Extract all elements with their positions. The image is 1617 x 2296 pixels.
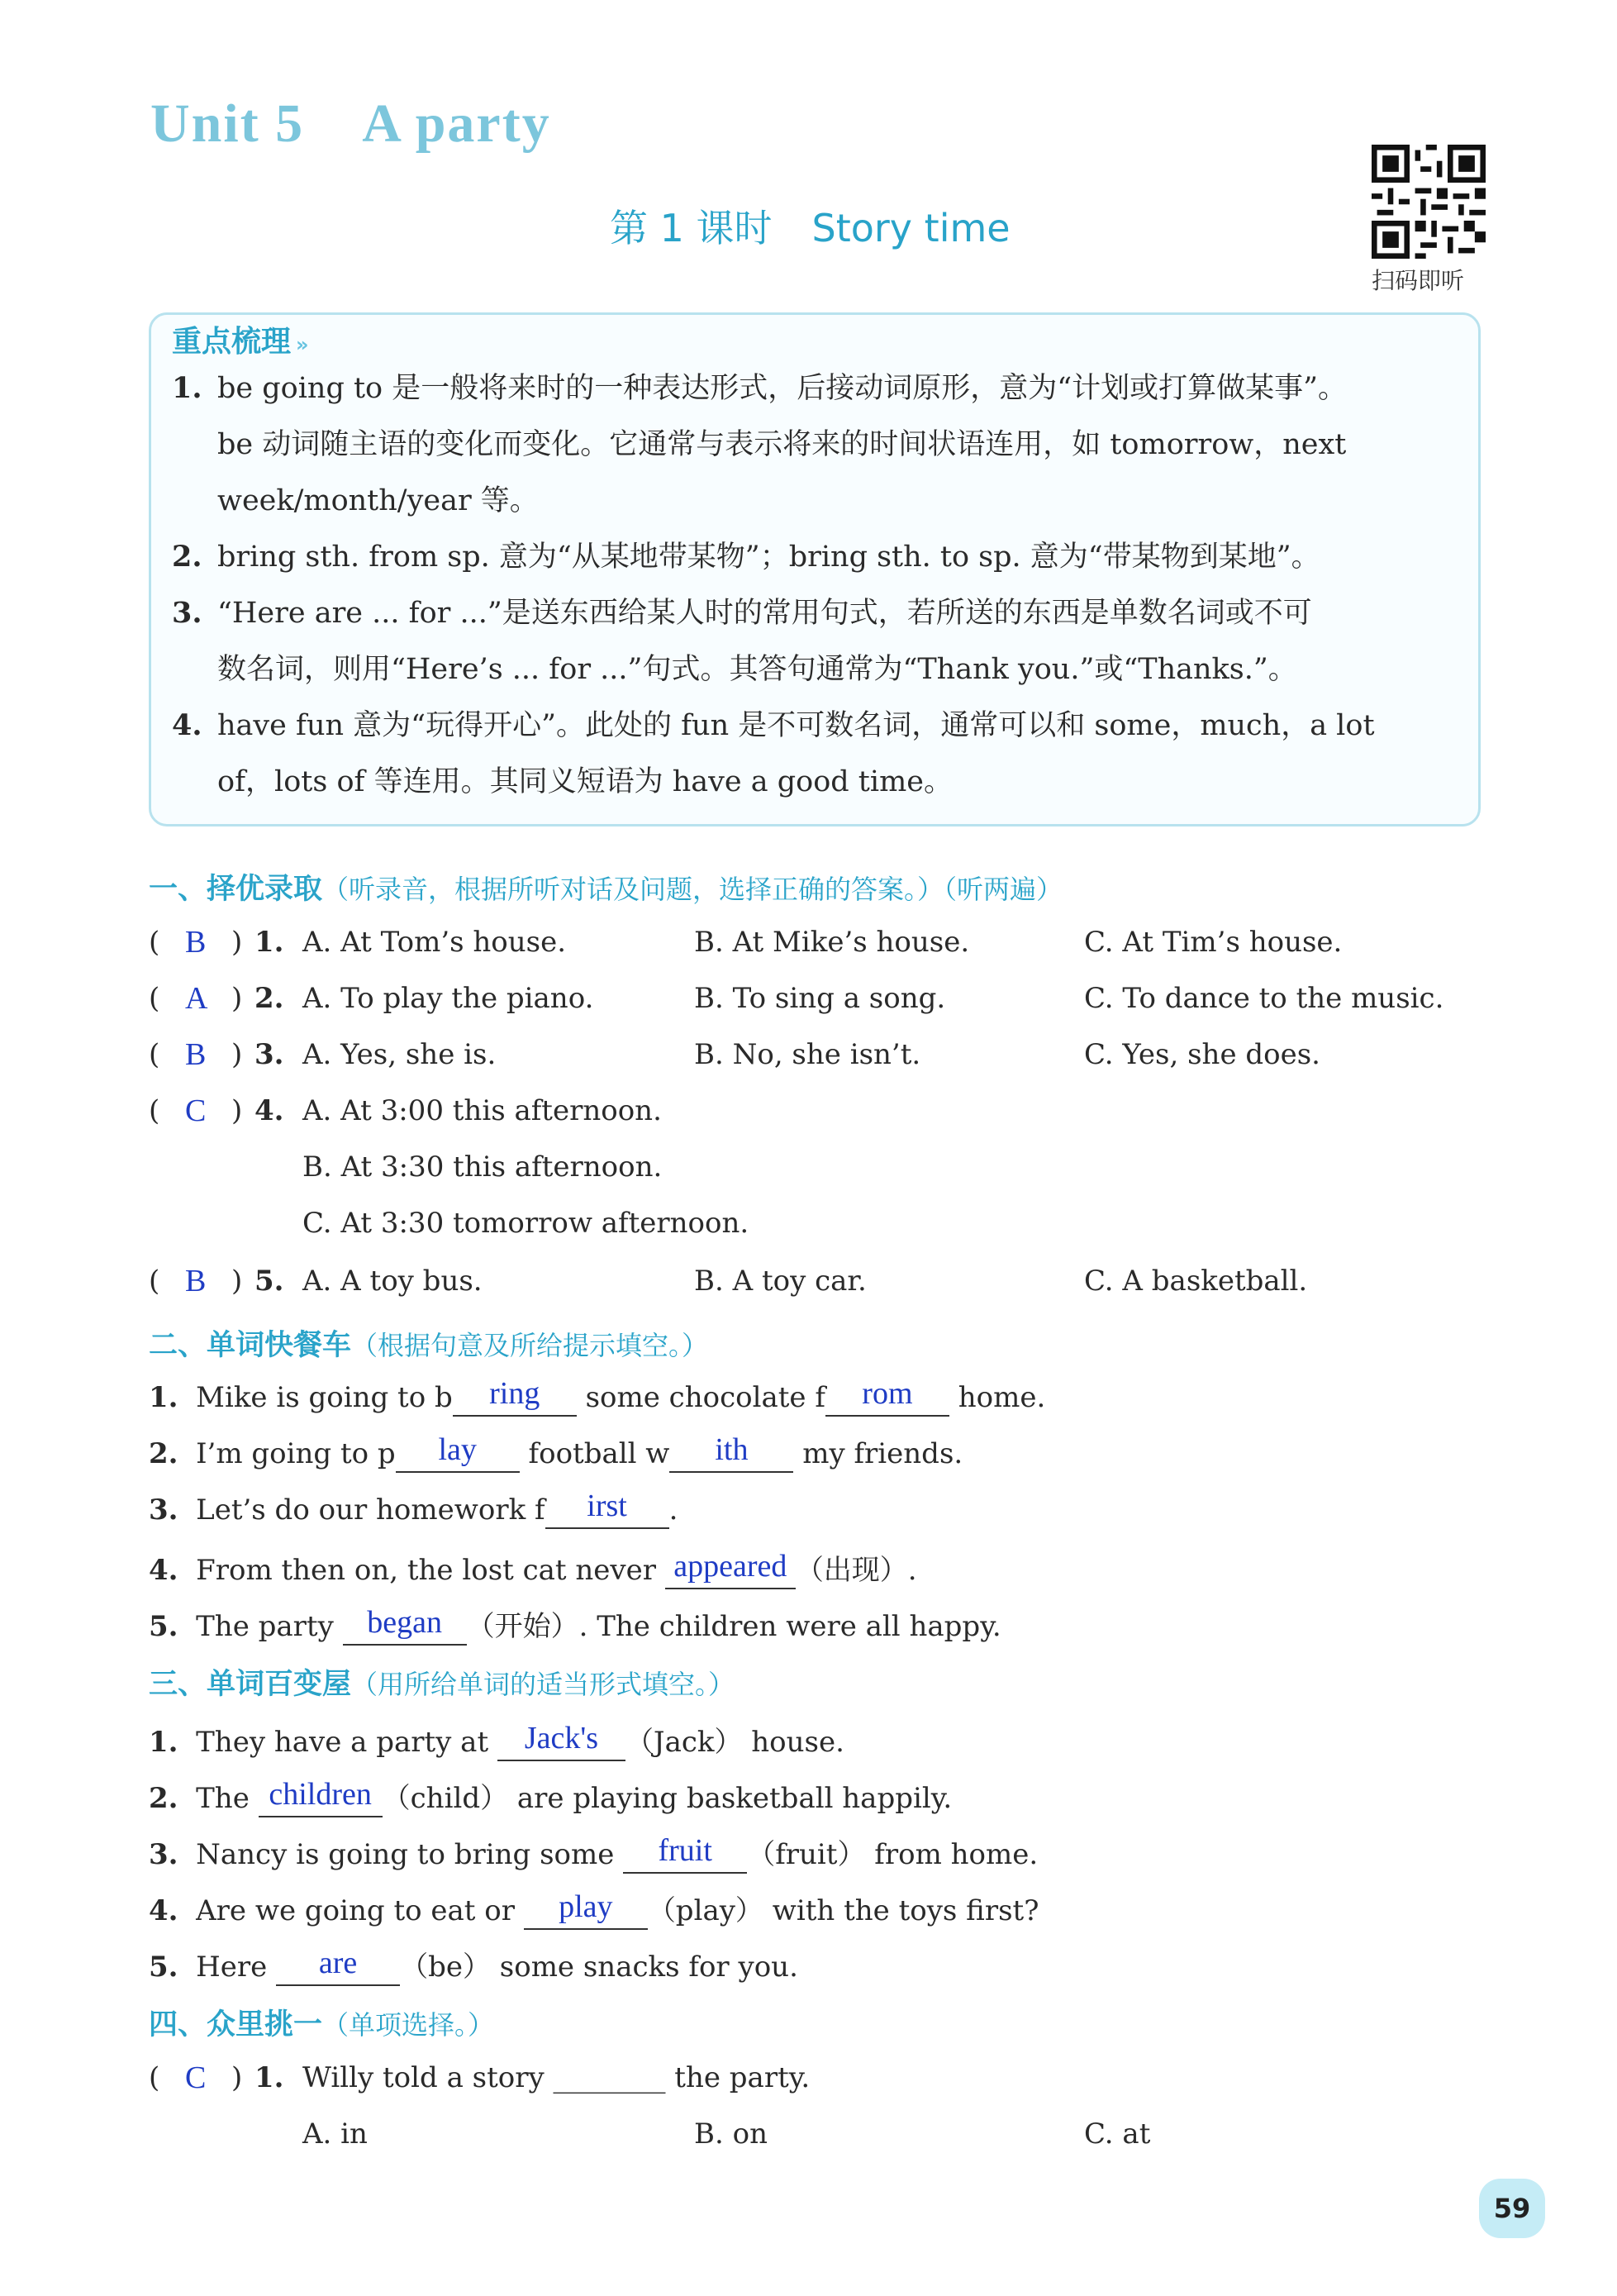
sentence-text: From then on, the lost cat never: [196, 1554, 665, 1587]
blank-answer: fruit: [658, 1833, 712, 1868]
option-a: A. in: [302, 2117, 368, 2151]
sentence-text: Nancy is going to bring some: [196, 1838, 624, 1871]
key-point-num: 4.: [172, 708, 202, 742]
key-points-title: [172, 318, 309, 360]
fill-sentence-4: [149, 1547, 917, 1589]
form-sentence-2: [149, 1775, 952, 1817]
sentence-text: .: [668, 1493, 678, 1527]
option-c: C. At Tim’s house.: [1084, 926, 1343, 959]
question-number: 1.: [254, 926, 284, 959]
option-a: A. Yes, she is.: [302, 1038, 497, 1071]
key-point-text: have fun 意为“玩得开心”。此处的 fun 是不可数名词，通常可以和 some，much，a lot: [217, 709, 1375, 742]
blank-answer: rom: [862, 1376, 913, 1411]
section-hint: （根据句意及所给提示填空。）: [351, 1330, 709, 1361]
blank-field[interactable]: [453, 1376, 577, 1417]
blank-field[interactable]: [396, 1432, 520, 1473]
sentence-text: They have a party at: [196, 1726, 497, 1759]
section-hint: （单项选择。）: [322, 2009, 495, 2041]
question-number: 3.: [254, 1038, 284, 1071]
sentence-text: （child） are playing basketball happily.: [382, 1782, 953, 1815]
sentence-text: Mike is going to b: [196, 1381, 453, 1414]
blank-field[interactable]: [665, 1551, 796, 1589]
question-number: 5.: [149, 1610, 178, 1643]
section-title: 三、单词百变屋: [149, 1668, 352, 1701]
option-c: C. To dance to the music.: [1084, 982, 1444, 1015]
question-number: 5.: [254, 1265, 284, 1298]
option-c: C. A basketball.: [1084, 1265, 1308, 1298]
answer-paren: ( C ): [149, 1093, 243, 1128]
question-number: 4.: [149, 1554, 178, 1587]
key-point-num: 3.: [172, 596, 202, 630]
answer-mark: B: [185, 925, 207, 960]
page-number: 59: [1479, 2179, 1545, 2238]
key-point-text: bring sth. from sp. 意为“从某地带某物”；bring sth. to sp. 意为“带某物到某地”。: [217, 541, 1320, 574]
answer-mark: B: [185, 1264, 207, 1298]
question-number: 3.: [149, 1838, 178, 1871]
sentence-text: （Jack） house.: [625, 1726, 844, 1759]
section-3-title: [149, 1661, 735, 1703]
key-point-4: [172, 698, 1461, 810]
key-point-2: [172, 529, 1461, 585]
form-sentence-3: [149, 1832, 1038, 1874]
fill-sentence-3: [149, 1491, 678, 1529]
qr-caption: 扫码即听: [1372, 267, 1465, 294]
sentence-text: Are we going to eat or: [196, 1894, 524, 1927]
lesson-title: [610, 198, 1011, 253]
key-point-text: week/month/year 等。: [217, 484, 539, 517]
sentence-text: some chocolate f: [576, 1381, 825, 1414]
section-hint: （用所给单词的适当形式填空。）: [351, 1669, 735, 1700]
answer-paren: ( C ): [149, 2060, 243, 2095]
section-title: 四、众里挑一: [149, 2008, 323, 2041]
sentence-text: I’m going to p: [196, 1437, 396, 1470]
question-number: 3.: [149, 1493, 178, 1527]
sentence-text: football w: [519, 1437, 670, 1470]
question-number: 1.: [149, 1381, 178, 1414]
blank-field[interactable]: [259, 1779, 383, 1817]
blank-answer: are: [318, 1946, 358, 1980]
answer-paren: ( B ): [149, 1037, 243, 1072]
option-b: B. At 3:30 this afternoon.: [302, 1150, 663, 1184]
blank-field[interactable]: [524, 1889, 648, 1930]
key-point-num: 2.: [172, 540, 202, 574]
section-title: 一、择优录取: [149, 873, 323, 906]
option-c: C. at: [1084, 2117, 1151, 2151]
key-point-text: be 动词随主语的变化而变化。它通常与表示将来的时间状语连用，如 tomorrow，next: [217, 428, 1347, 461]
blank-field[interactable]: [497, 1723, 625, 1761]
fill-sentence-5: [149, 1603, 1001, 1646]
sentence-text: （出现）.: [795, 1554, 917, 1587]
answer-mark: C: [185, 1093, 207, 1128]
key-points-heading: 重点梳理: [172, 325, 292, 359]
answer-paren: ( B ): [149, 925, 243, 960]
sentence-text: （fruit） from home.: [747, 1838, 1039, 1871]
answer-paren: ( B ): [149, 1264, 243, 1298]
sentence-text: The: [196, 1782, 259, 1815]
blank-answer: Jack's: [524, 1721, 599, 1755]
option-b: B. To sing a song.: [694, 982, 946, 1015]
key-point-1: [172, 360, 1461, 529]
section-1-title: [149, 866, 1063, 907]
key-point-num: 1.: [172, 371, 202, 405]
option-a: A. To play the piano.: [302, 982, 594, 1015]
unit-number: Unit 5: [150, 93, 305, 154]
section-4-title: [149, 2002, 494, 2043]
sentence-text: （play） with the toys first?: [647, 1894, 1039, 1927]
sentence-text: （be） some snacks for you.: [400, 1951, 798, 1984]
lesson-cn: 第 1 课时: [610, 206, 773, 250]
qr-code-icon[interactable]: [1372, 145, 1486, 259]
sentence-text: （开始）. The children were all happy.: [466, 1610, 1001, 1643]
option-b: B. No, she isn’t.: [694, 1038, 921, 1071]
unit-title: [150, 93, 551, 155]
blank-answer: play: [559, 1889, 613, 1924]
sentence-text: Let’s do our homework f: [196, 1493, 545, 1527]
question-number: 2.: [254, 982, 284, 1015]
question-text: Willy told a story ________ the party.: [302, 2061, 811, 2094]
option-c: C. At 3:30 tomorrow afternoon.: [302, 1207, 749, 1240]
section-2-title: [149, 1322, 708, 1364]
question-number: 4.: [149, 1894, 178, 1927]
option-a: A. At 3:00 this afternoon.: [302, 1094, 662, 1127]
form-sentence-4: [149, 1888, 1039, 1930]
blank-field[interactable]: [545, 1491, 669, 1529]
blank-answer: ring: [489, 1376, 540, 1411]
blank-answer: lay: [438, 1432, 477, 1467]
question-number: 2.: [149, 1782, 178, 1815]
blank-field[interactable]: [825, 1376, 949, 1417]
option-b: B. At Mike’s house.: [694, 926, 970, 959]
blank-answer: appeared: [673, 1549, 787, 1584]
blank-answer: irst: [587, 1489, 627, 1523]
form-sentence-5: [149, 1944, 798, 1986]
key-point-text: be going to 是一般将来时的一种表达形式，后接动词原形，意为“计划或打算做某事”。: [217, 372, 1348, 405]
sentence-text: The party: [196, 1610, 343, 1643]
option-b: B. on: [694, 2117, 768, 2151]
unit-name: A party: [362, 93, 551, 154]
key-point-3: [172, 585, 1461, 698]
key-point-text: 数名词，则用“Here’s ... for ...”句式。其答句通常为“Thank you.”或“Thanks.”。: [217, 653, 1297, 686]
blank-answer: began: [367, 1605, 442, 1640]
blank-field[interactable]: [343, 1605, 467, 1646]
blank-field[interactable]: [623, 1833, 747, 1874]
sentence-text: Here: [196, 1951, 277, 1984]
answer-paren: ( A ): [149, 981, 243, 1016]
blank-answer: children: [269, 1777, 372, 1812]
question-number: 1.: [149, 1726, 178, 1759]
option-a: A. At Tom’s house.: [302, 926, 567, 959]
sentence-text: my friends.: [793, 1437, 963, 1470]
option-a: A. A toy bus.: [302, 1265, 483, 1298]
question-number: 2.: [149, 1437, 178, 1470]
answer-mark: A: [185, 981, 208, 1016]
blank-field[interactable]: [669, 1432, 793, 1473]
fill-sentence-2: [149, 1432, 963, 1473]
key-point-text: of，lots of 等连用。其同义短语为 have a good time。: [217, 765, 953, 798]
question-number: 1.: [254, 2061, 284, 2094]
answer-mark: C: [185, 2060, 207, 2095]
fill-sentence-1: [149, 1376, 1046, 1417]
blank-field[interactable]: [276, 1948, 400, 1986]
key-point-text: “Here are ... for ...”是送东西给某人时的常用句式，若所送的东西是单数名词或不可: [217, 597, 1312, 630]
section-hint: （听录音，根据所听对话及问题，选择正确的答案。）（听两遍）: [322, 874, 1063, 905]
blank-answer: ith: [715, 1432, 749, 1467]
question-number: 5.: [149, 1951, 178, 1984]
form-sentence-1: [149, 1719, 844, 1761]
option-c: C. Yes, she does.: [1084, 1038, 1320, 1071]
sentence-text: home.: [949, 1381, 1046, 1414]
option-b: B. A toy car.: [694, 1265, 867, 1298]
question-number: 4.: [254, 1094, 284, 1127]
section-title: 二、单词快餐车: [149, 1329, 352, 1362]
answer-mark: B: [185, 1037, 207, 1072]
chevron-icon: »: [296, 333, 309, 356]
lesson-en: Story time: [811, 206, 1011, 250]
